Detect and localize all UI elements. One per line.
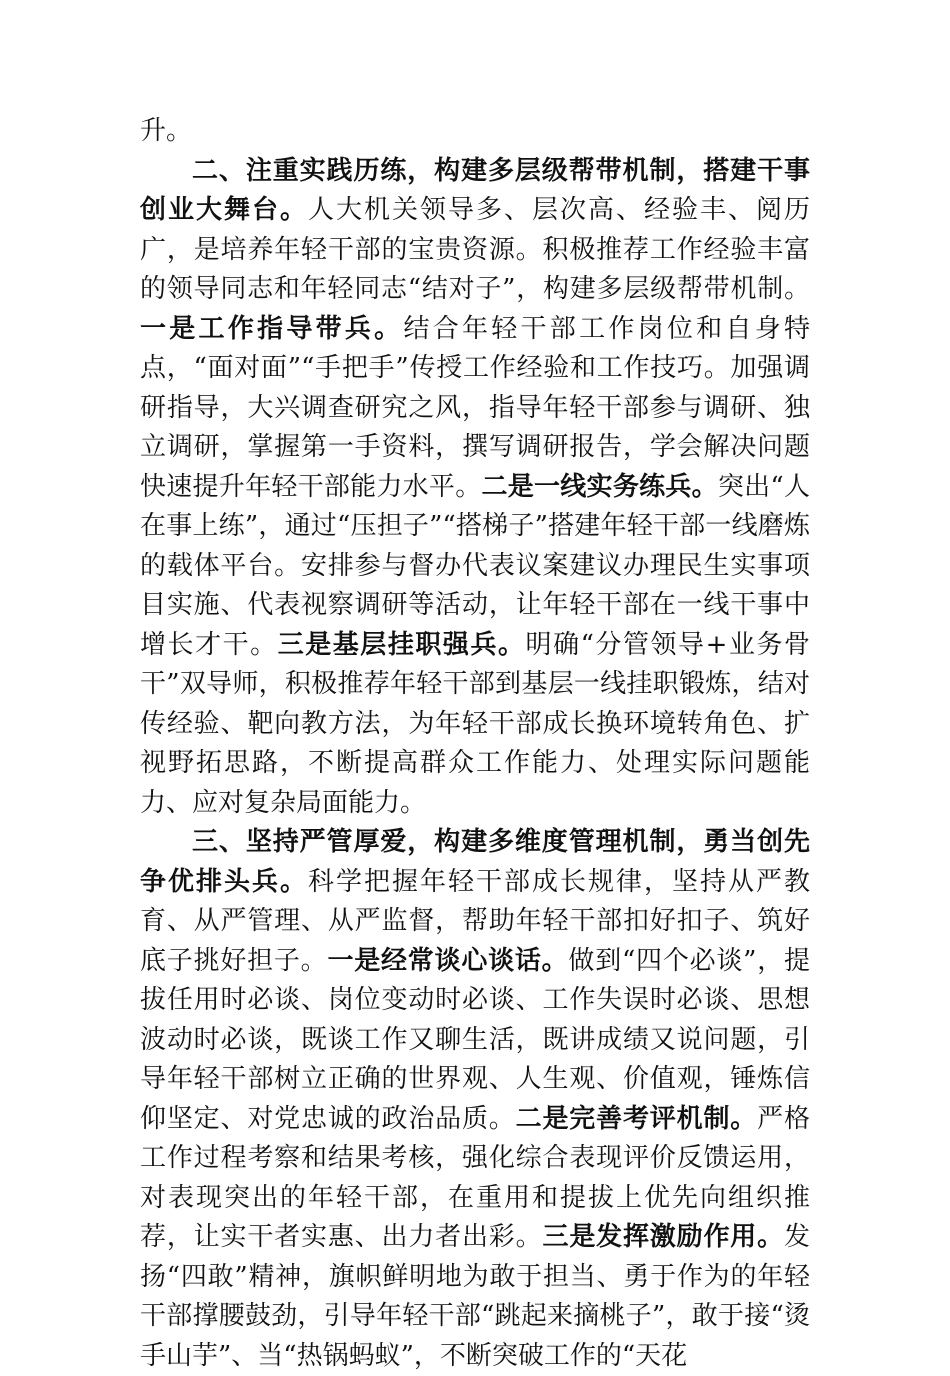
body-text: 严格工作过程考察和结果考核，强化综合表现评价反馈运用，对表现突出的年轻干部，在重用和提拔上优先向组织推荐，让实干者实惠、出力者出彩。: [140, 1103, 810, 1252]
body-text: 明确“分管领导+业务骨干”双导师，积极推荐年轻干部到基层一线挂职锻炼，结对传经验、靶向教方法，为年轻干部成长换环境转角色、扩视野拓思路，不断提高群众工作能力、处理实际问题能力、应对复杂局面能力。: [140, 629, 810, 818]
bold-heading-text: 一是工作指导带兵。: [140, 313, 404, 344]
body-text: 突出“人在事上练”，通过“压担子”“搭梯子”搭建年轻干部一线磨炼的载体平台。安排参与督办代表议案建议办理民生实事项目实施、代表视察调研等活动，让年轻干部在一线干事中增长才干。: [140, 471, 810, 660]
paragraph-p1: [140, 152, 810, 824]
bold-heading-text: 三是发挥激励作用。: [542, 1222, 784, 1252]
bold-heading-text: 一是经常谈心谈话。: [327, 945, 569, 976]
document-body: [140, 112, 810, 1376]
paragraph-p0: [140, 112, 810, 152]
bold-heading-text: 二、注重实践历练，构建多层级帮带机制，搭建干事创业大舞台。: [140, 155, 810, 225]
paragraph-p2: [140, 823, 810, 1376]
document-page: [140, 112, 810, 1376]
bold-heading-text: 三是基层挂职强兵。: [277, 629, 526, 660]
body-text: 升。: [140, 116, 193, 146]
body-text: 做到“四个必谈”，提拔任用时必谈、岗位变动时必谈、工作失误时必谈、思想波动时必谈，既谈工作又聊生活，既讲成绩又说问题，引导年轻干部树立正确的世界观、人生观、价值观，锤炼信仰坚定、对党忠诚的政治品质。: [140, 945, 810, 1134]
bold-heading-text: 二是完善考评机制。: [515, 1103, 758, 1134]
body-text: 人大机关领导多、层次高、经验丰、阅历广，是培养年轻干部的宝贵资源。积极推荐工作经验丰富的领导同志和年轻同志“结对子”，构建多层级帮带机制。: [140, 195, 810, 304]
body-text: 科学把握年轻干部成长规律，坚持从严教育、从严管理、从严监督，帮助年轻干部扣好扣子、筑好底子挑好担子。: [140, 866, 810, 976]
body-text: 结合年轻干部工作岗位和自身特点，“面对面”“手把手”传授工作经验和工作技巧。加强调研指导，大兴调查研究之风，指导年轻干部参与调研、独立调研，掌握第一手资料，撰写调研报告，学会解决问题快速提升年轻干部能力水平。: [140, 313, 810, 502]
body-text: 发扬“四敢”精神，旗帜鲜明地为敢于担当、勇于作为的年轻干部撑腰鼓劲，引导年轻干部“跳起来摘桃子”，敢于接“烫手山芋”、当“热锅蚂蚁”，不断突破工作的“天花: [140, 1222, 810, 1371]
bold-heading-text: 三、坚持严管厚爱，构建多维度管理机制，勇当创先争优排头兵。: [140, 827, 810, 897]
bold-heading-text: 二是一线实务练兵。: [481, 471, 718, 502]
